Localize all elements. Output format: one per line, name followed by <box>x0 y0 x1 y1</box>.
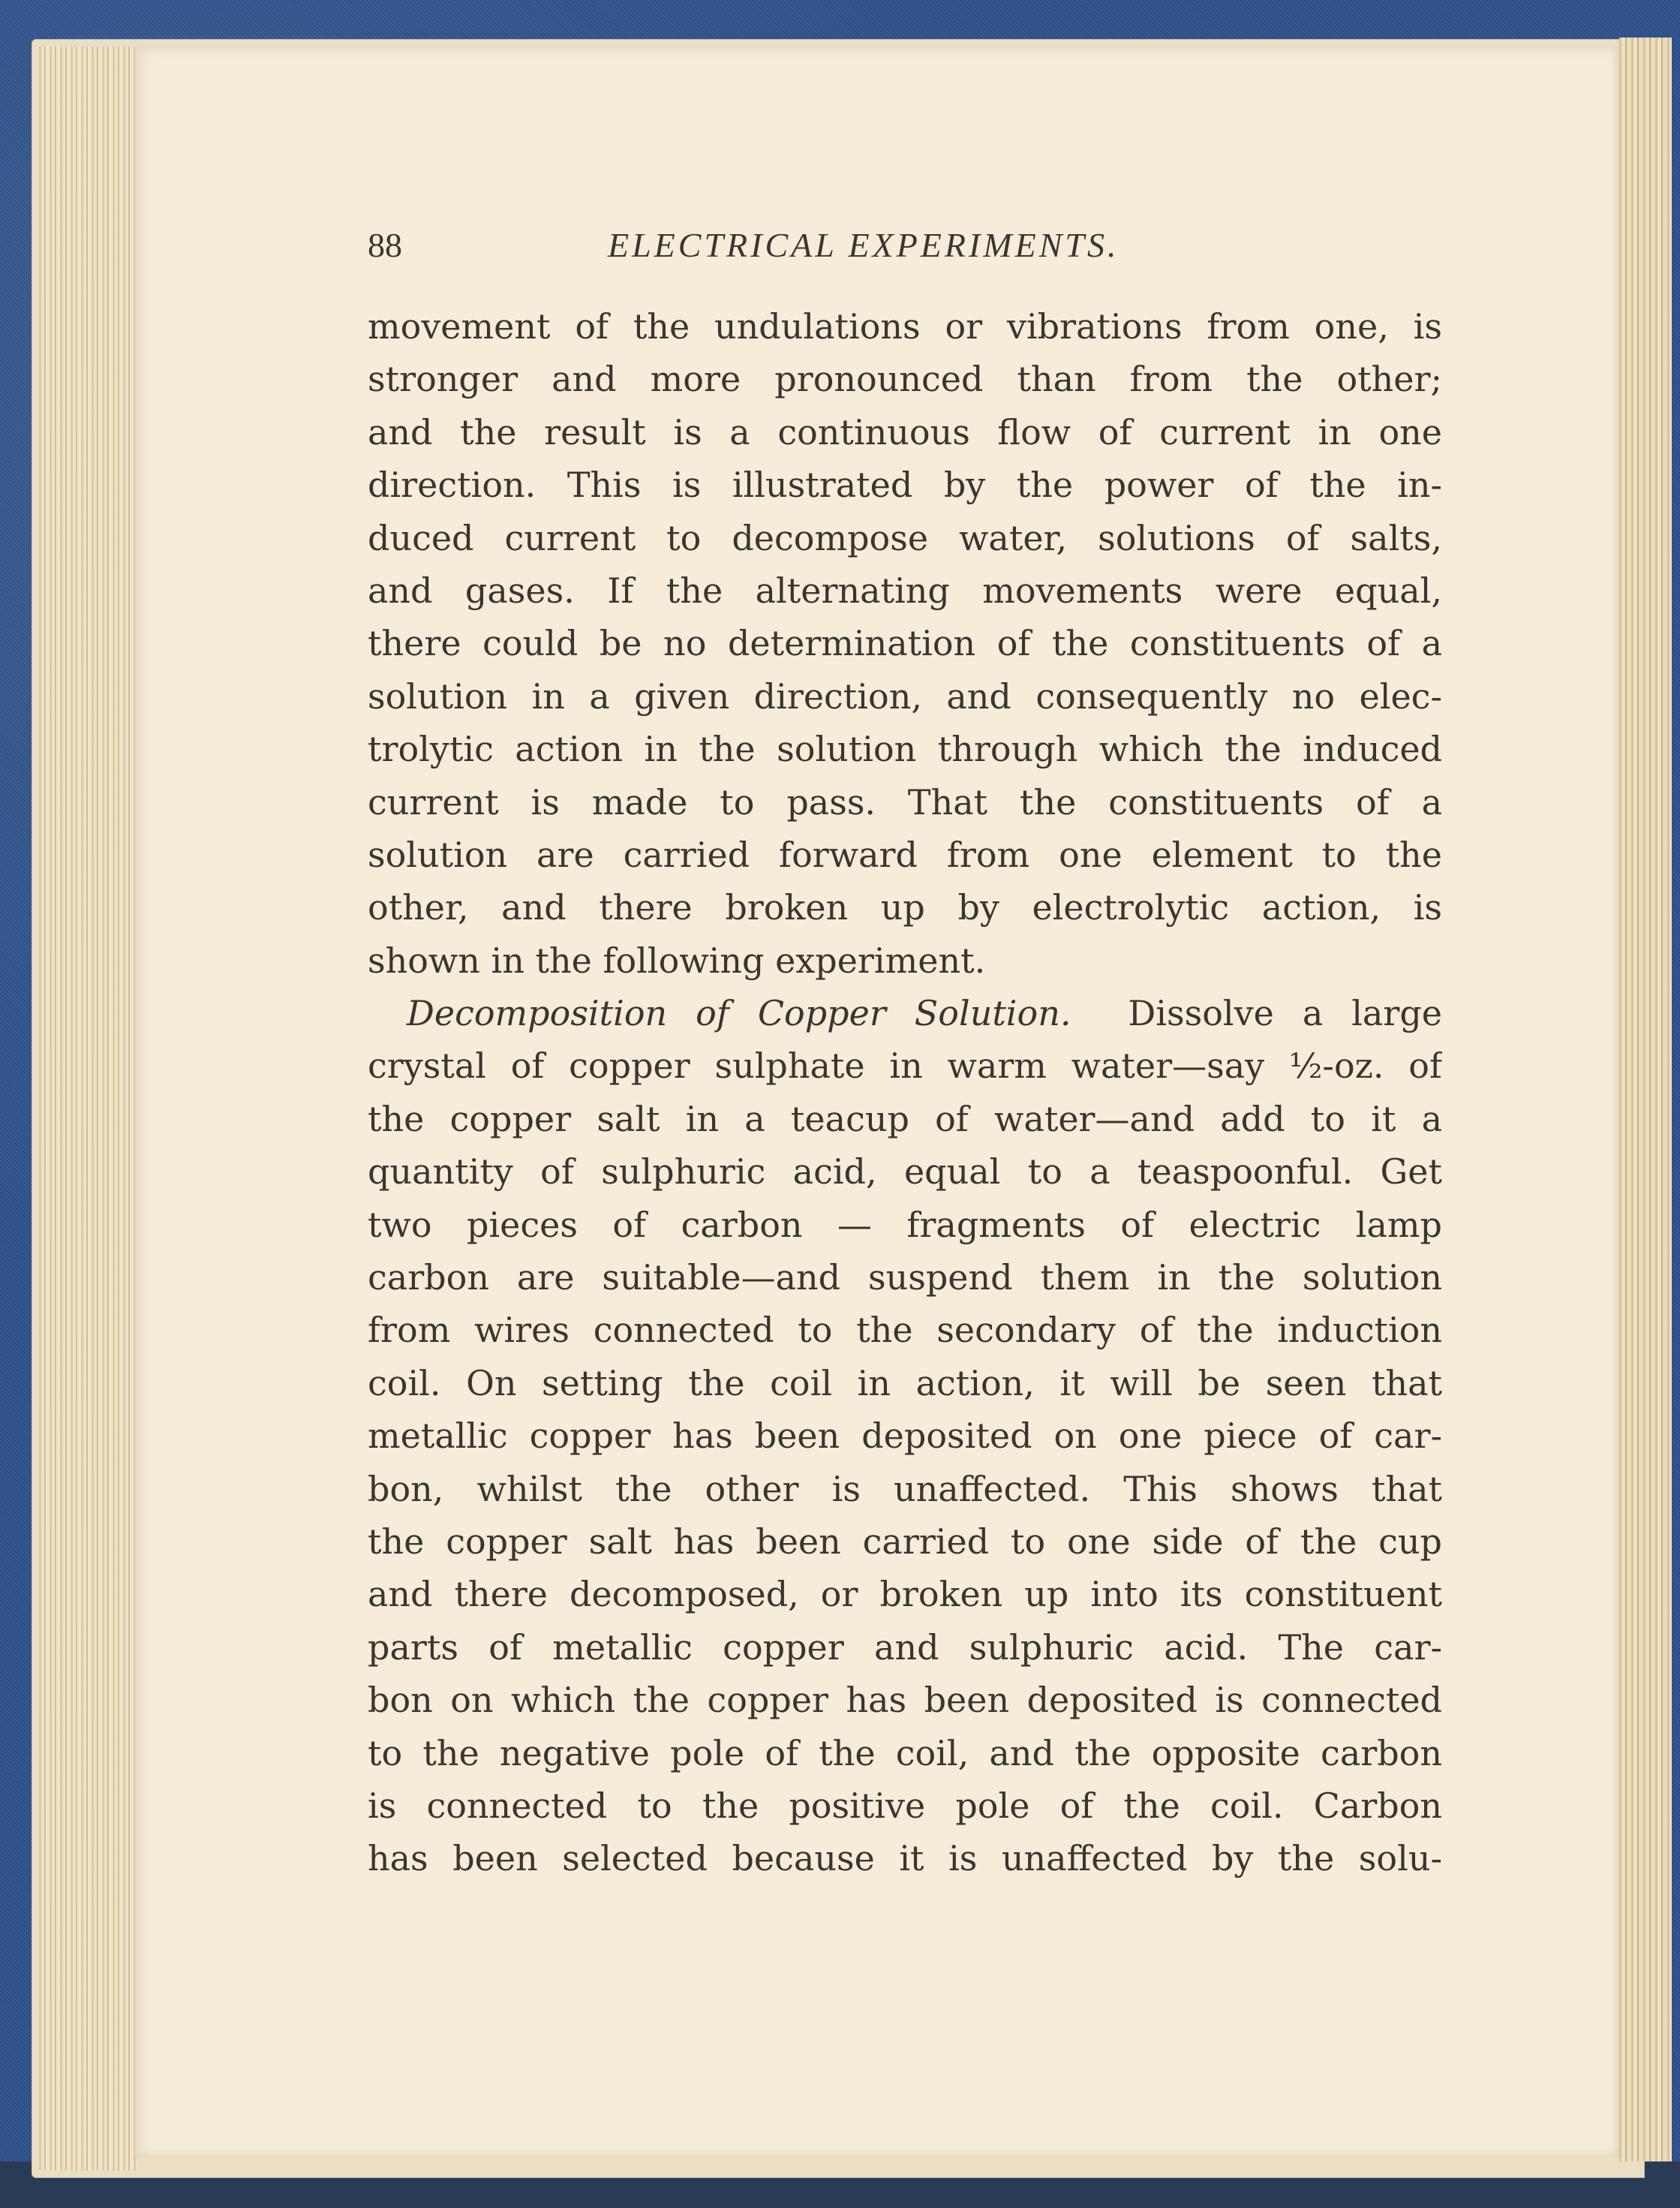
text-line: the copper salt in a teacup of water—and add to it a <box>368 1098 1442 1139</box>
running-header <box>368 225 1442 270</box>
text-line: and there decomposed, or broken up into its constituent <box>368 1574 1442 1615</box>
text-line: and the result is a continuous flow of current in one <box>368 411 1442 453</box>
running-title: ELECTRICAL EXPERIMENTS. <box>608 226 1119 264</box>
text-line: two pieces of carbon — fragments of electric lamp <box>368 1204 1442 1245</box>
page-edges-left <box>39 47 137 2170</box>
text-line: and gases. If the alternating movements were equal, <box>368 570 1442 611</box>
text-line: to the negative pole of the coil, and the opposite carbon <box>368 1732 1442 1773</box>
text-line: solution are carried forward from one element to the <box>368 834 1442 875</box>
text-line: trolytic action in the solution through which the induced <box>368 729 1442 770</box>
page-number: 88 <box>368 226 402 264</box>
text-span: Dissolve a large <box>1128 993 1442 1034</box>
text-line: current is made to pass. That the constituents of a <box>368 781 1442 823</box>
text-line: parts of metallic copper and sulphuric acid. The car- <box>368 1626 1442 1668</box>
section-heading: Decomposition of Copper Solution. <box>407 993 1071 1034</box>
text-line: duced current to decompose water, solutions of salts, <box>368 517 1442 558</box>
text-line: solution in a given direction, and consequently no elec- <box>368 675 1442 717</box>
text-line: carbon are suitable—and suspend them in the solution <box>368 1257 1442 1298</box>
text-line: there could be no determination of the constituents of a <box>368 623 1442 664</box>
text-line: bon on which the copper has been deposited is connected <box>368 1680 1442 1721</box>
text-line: crystal of copper sulphate in warm water—say ½-oz. of <box>368 1045 1442 1087</box>
text-line: metallic copper has been deposited on one piece of car- <box>368 1415 1442 1457</box>
text-line: the copper salt has been carried to one side of the cup <box>368 1521 1442 1562</box>
page-edges-right <box>1619 38 1672 2161</box>
text-line: bon, whilst the other is unaffected. This shows that <box>368 1468 1442 1509</box>
text-line: coil. On setting the coil in action, it will be seen that <box>368 1362 1442 1403</box>
text-line: is connected to the positive pole of the coil. Carbon <box>368 1785 1442 1826</box>
paragraph-first-line <box>368 987 1442 1039</box>
text-line: has been selected because it is unaffected by the solu- <box>368 1838 1442 1879</box>
text-line: quantity of sulphuric acid, equal to a teaspoonful. Get <box>368 1151 1442 1193</box>
paragraph-1 <box>368 300 1442 987</box>
text-line: from wires connected to the secondary of the induction <box>368 1310 1442 1351</box>
text-line: movement of the undulations or vibrations from one, is <box>368 306 1442 347</box>
paragraph-2 <box>368 987 1442 1885</box>
text-line: stronger and more pronounced than from the other; <box>368 359 1442 400</box>
text-line: direction. This is illustrated by the power of the in- <box>368 465 1442 506</box>
text-line: other, and there broken up by electrolytic action, is <box>368 887 1442 928</box>
body-text <box>368 300 1442 1885</box>
text-line: shown in the following experiment. <box>368 940 986 981</box>
